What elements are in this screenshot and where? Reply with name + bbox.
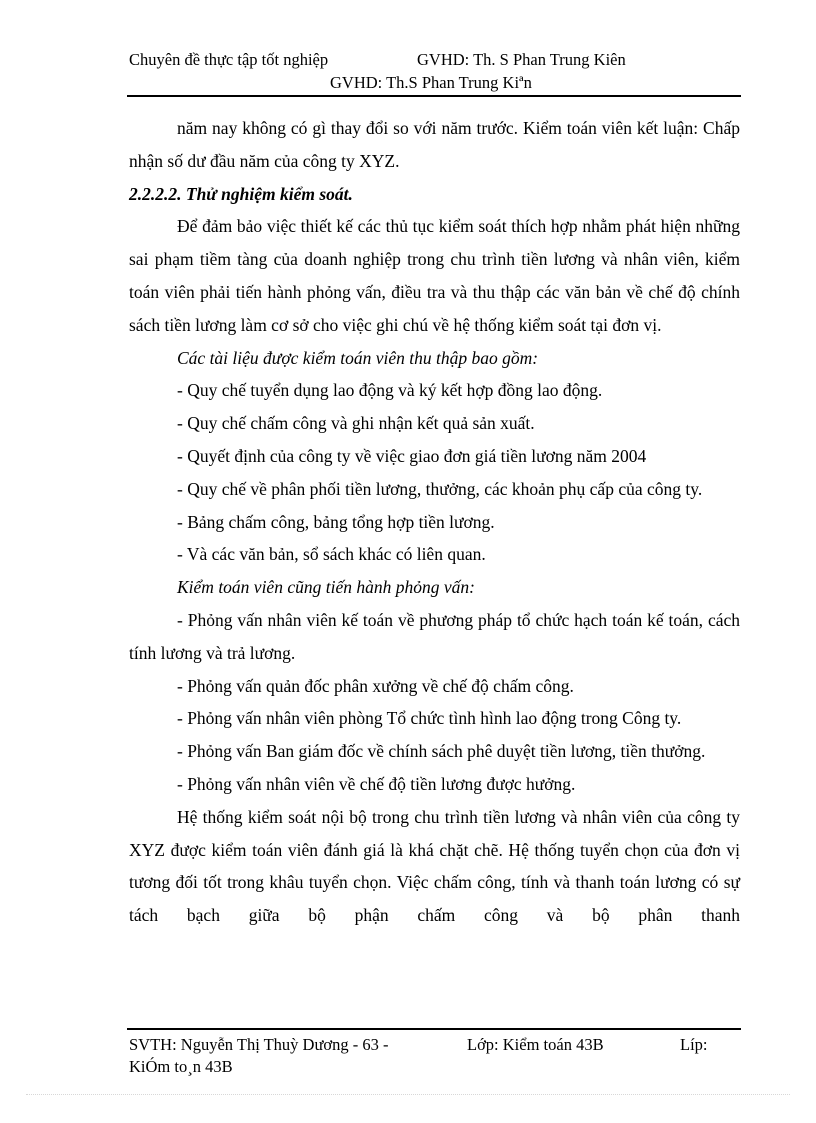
section-heading: 2.2.2.2. Thử nghiệm kiểm soát. [129, 183, 353, 204]
paragraph-intro: Để đảm bảo việc thiết kế các thủ tục kiểm soát thích hợp nhằm phát hiện những sai phạm tiềm tàng của doanh nghiệp trong chu trình tiền lương và nhân viên, kiểm toán viên phải tiến hành phỏng vấn, điều tra và thu thập các văn bản về chế độ chính sách tiền lương làm cơ sở cho việc ghi chú về hệ thống kiểm soát tại đơn vị. [129, 216, 740, 335]
report-title: Chuyên đề thực tập tốt nghiệp [129, 50, 329, 69]
supervisor-alt: GVHD: Th.S Phan Trung Kiªn [330, 73, 532, 92]
class-label: Líp: [680, 1035, 708, 1054]
documents-intro: Các tài liệu được kiểm toán viên thu thập bao gồm: [177, 347, 539, 368]
page-edge-dots [26, 1094, 790, 1095]
list-item: - Quyết định của công ty về việc giao đơn giá tiền lương năm 2004 [177, 445, 647, 466]
list-item: - Bảng chấm công, bảng tổng hợp tiền lương. [177, 511, 495, 532]
header-rule [127, 95, 741, 97]
list-item: - Quy chế chấm công và ghi nhận kết quả sản xuất. [177, 413, 535, 434]
list-item: - Và các văn bản, sổ sách khác có liên quan. [177, 544, 486, 565]
list-item: - Quy chế về phân phối tiền lương, thưởng, các khoản phụ cấp của công ty. [177, 478, 703, 499]
page-footer [129, 1034, 741, 1078]
supervisor: GVHD: Th. S Phan Trung Kiên [417, 50, 626, 69]
paragraph-assessment: Hệ thống kiểm soát nội bộ trong chu trình tiền lương và nhân viên của công ty XYZ được kiểm toán viên đánh giá là khá chặt chẽ. Hệ thống tuyển chọn của đơn vị tương đối tốt trong khâu tuyển chọn. Việc chấm công, tính và thanh toán lương có sự tách bạch giữa bộ phận chấm công và bộ phân thanh [129, 806, 740, 926]
list-item: - Phỏng vấn nhân viên kế toán về phương pháp tổ chức hạch toán kế toán, cách tính lương và trả lương. [129, 609, 740, 663]
page-header [129, 48, 741, 94]
student-info: SVTH: Nguyễn Thị Thuỳ Dương - 63 - [129, 1035, 389, 1054]
class-info: Lớp: Kiểm toán 43B [467, 1035, 604, 1054]
footer-rule [127, 1028, 741, 1030]
interviews-intro: Kiểm toán viên cũng tiến hành phỏng vấn: [177, 577, 475, 598]
paragraph-conclusion: năm nay không có gì thay đổi so với năm trước. Kiểm toán viên kết luận: Chấp nhận số dư đầu năm của công ty XYZ. [129, 118, 740, 171]
list-item: - Phỏng vấn nhân viên về chế độ tiền lương được hưởng. [177, 773, 576, 794]
list-item: - Phỏng vấn nhân viên phòng Tổ chức tình hình lao động trong Công ty. [177, 708, 682, 729]
document-body [129, 112, 740, 932]
class-alt: KiÓm to¸n 43B [129, 1057, 233, 1076]
list-item: - Quy chế tuyển dụng lao động và ký kết hợp đồng lao động. [177, 380, 603, 401]
list-item: - Phỏng vấn quản đốc phân xưởng về chế độ chấm công. [177, 675, 574, 696]
list-item: - Phỏng vấn Ban giám đốc về chính sách phê duyệt tiền lương, tiền thưởng. [177, 741, 706, 762]
